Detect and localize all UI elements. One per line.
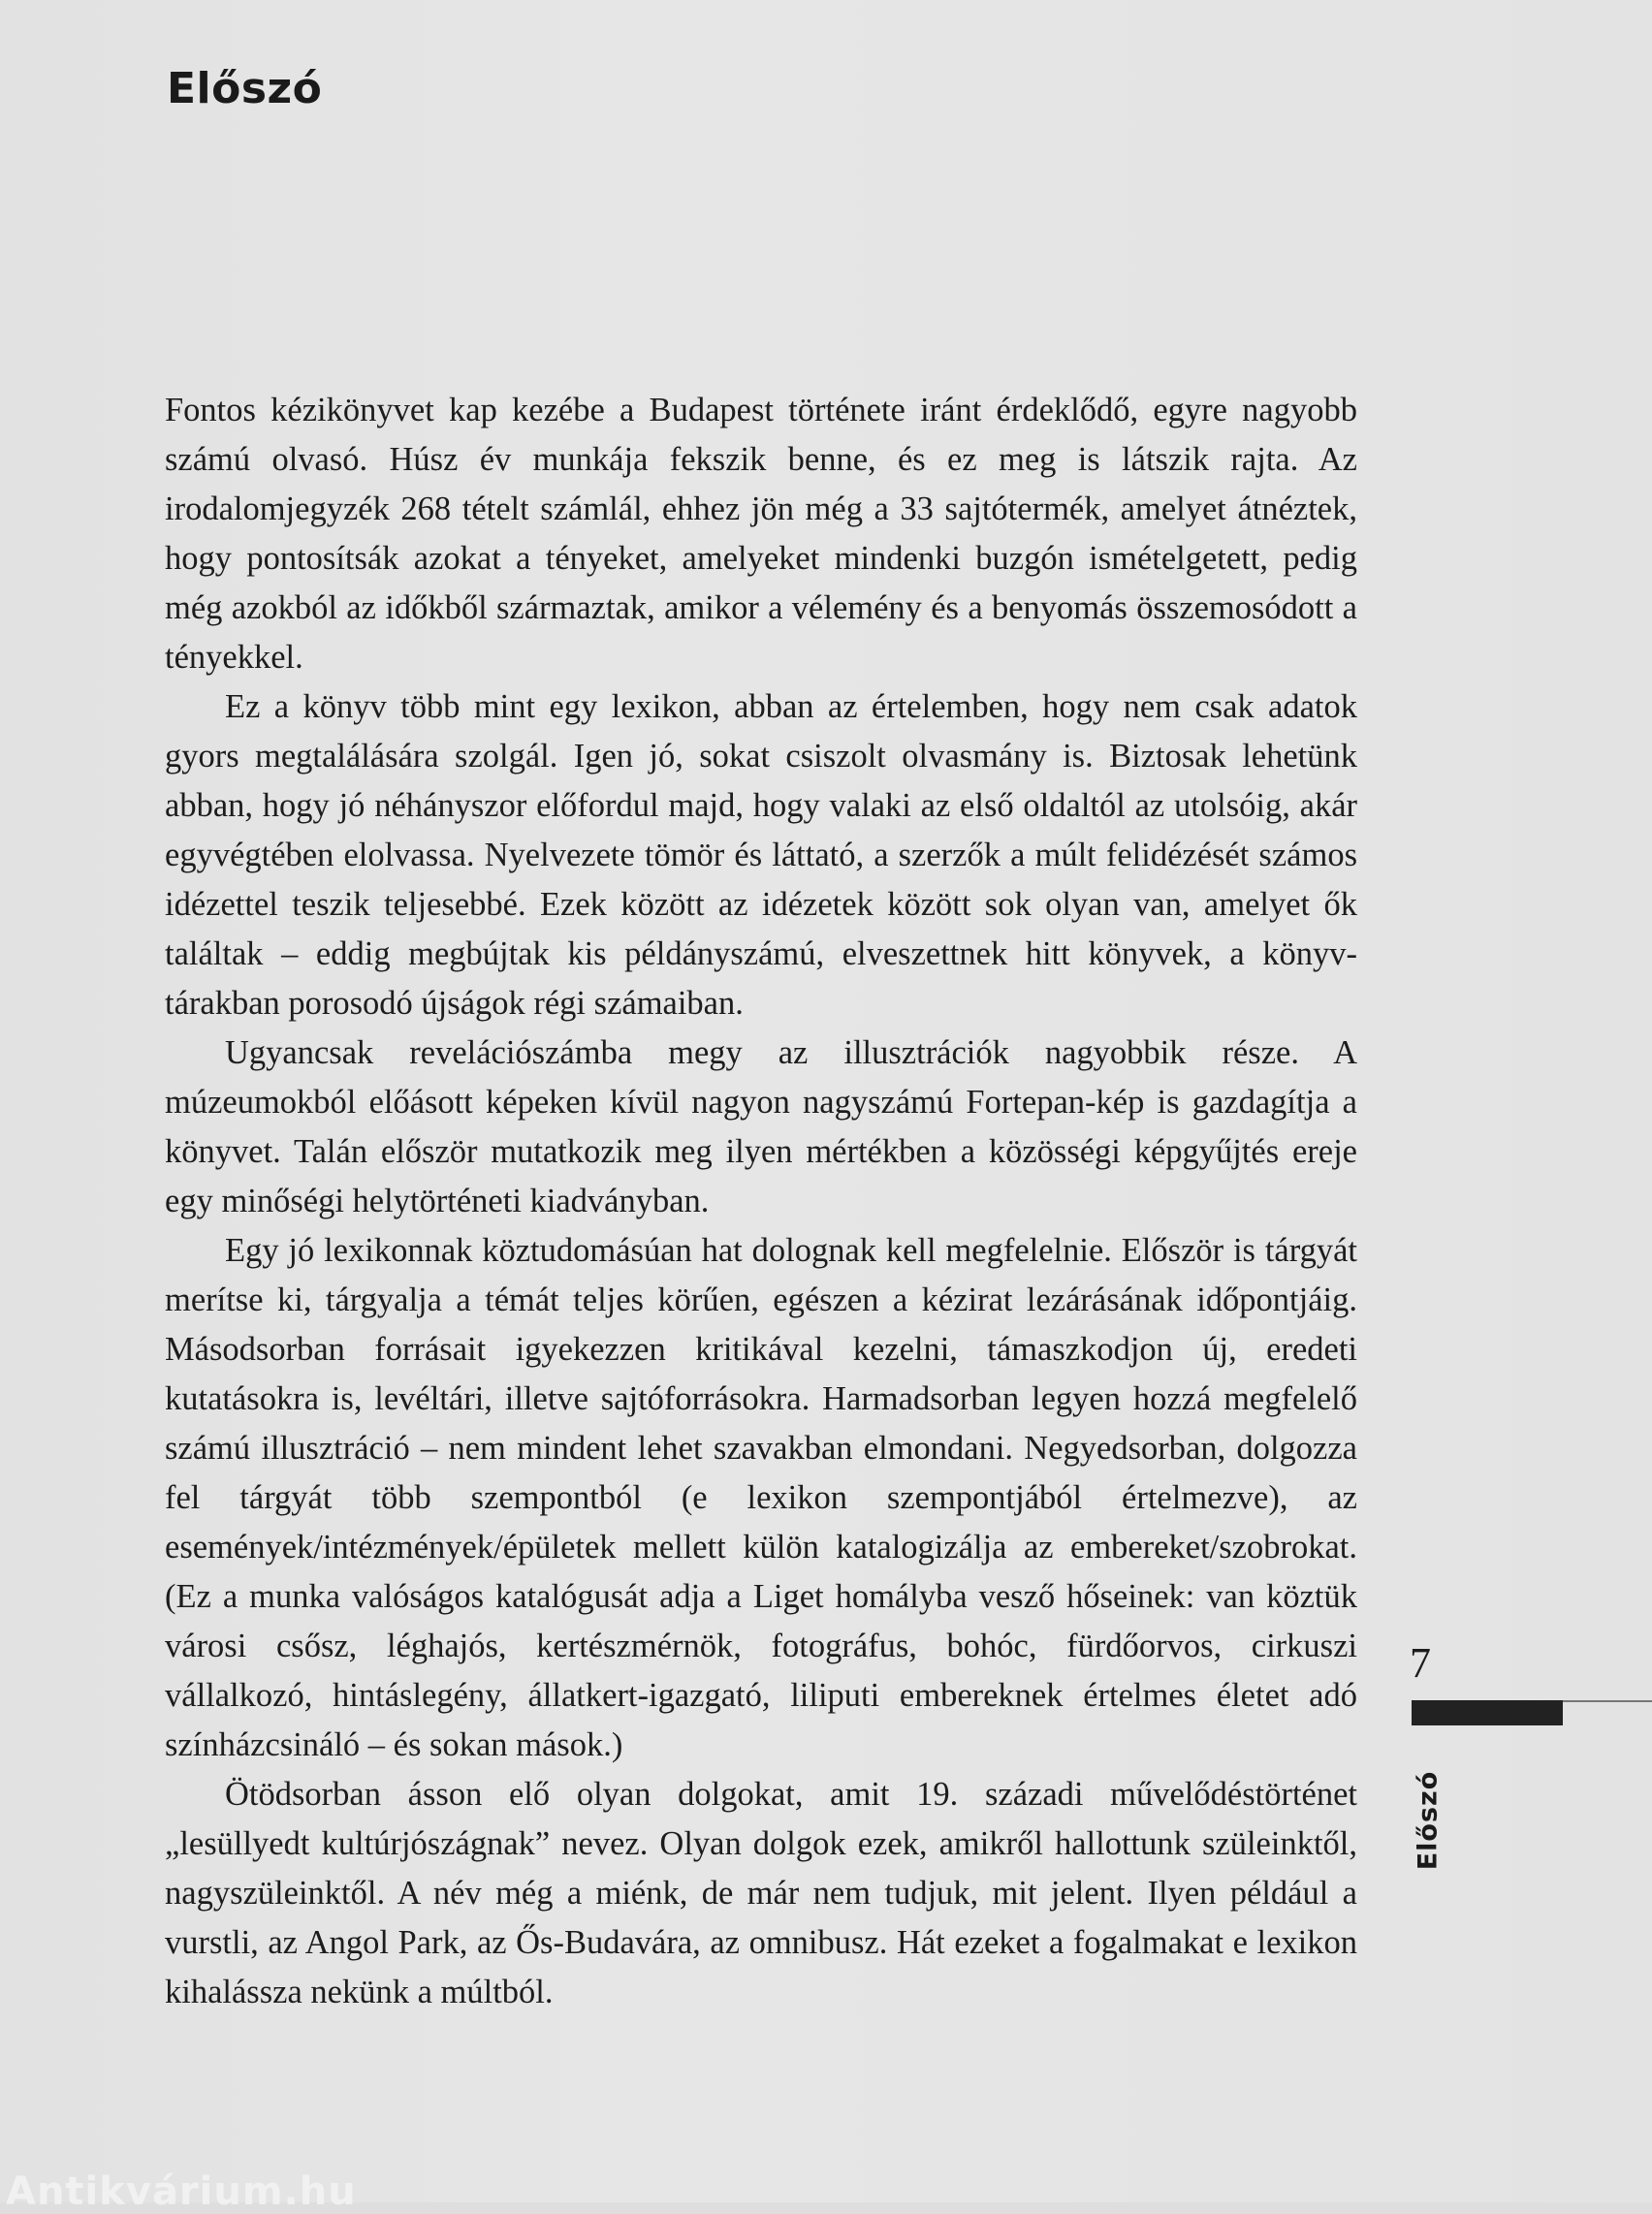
- paragraph-1: Fontos kézikönyvet kap kezébe a Budapest története iránt érdeklődő, egyre nagyobb számú olvasó. Húsz év munkája fekszik benne, és ez meg is látszik rajta. Az irodalomjegyzék 268 tételt számlál, ehhez jön még a 33 sajtótermék, amelyet átnéztek, hogy pontosítsák azokat a tényeket, amelyeket mindenki buzgón ismételgetett, pedig még azokból az időkből származtak, amikor a vélemény és a benyomás összemosódott a tényekkel.: [165, 392, 1357, 676]
- body-text: [165, 386, 1357, 2017]
- page-number: 7: [1410, 1639, 1431, 1687]
- running-head: Előszó: [1413, 1770, 1444, 1871]
- paragraph-3: Ugyancsak revelációszámba megy az illusztrációk nagyobbik része. A múzeumokból előásott képeken kívül nagyon nagyszámú Fortepan-kép is gazdagítja a könyvet. Talán először mutatkozik meg ilyen mértékben a közösségi képgyűjtés ereje egy minőségi helytörténeti kiadványban.: [165, 1034, 1357, 1219]
- paragraph-5: Ötödsorban ásson elő olyan dolgokat, amit 19. századi művelődéstörténet „lesüllyedt kultúrjószágnak” nevez. Olyan dolgok ezek, amikről hallottunk szüleinktől, nagyszüleinktől. A név még a miénk, de már nem tudjuk, mit jelent. Ilyen például a vurstli, az Angol Park, az Ős-Budavára, az omnibusz. Hát ezeket a fogalmakat e lexikon kihalássza nekünk a múltból.: [165, 1776, 1357, 2010]
- watermark: Antikvárium.hu: [6, 2169, 357, 2214]
- paragraph-2: Ez a könyv több mint egy lexikon, abban az értelemben, hogy nem csak adatok gyors megtalálására szolgál. Igen jó, sokat csiszolt olvasmány is. Biztosak lehetünk abban, hogy jó néhányszor előfordul majd, hogy valaki az első oldaltól az utolsóig, akár egyvégtében elolvassa. Nyelvezete tömör és láttató, a szerzők a múlt felidézését számos idézettel teszik teljesebbé. Ezek között az idézetek között sok olyan van, amelyet ők találtak – eddig megbújtak kis példányszámú, elveszettnek hitt könyvek, a könyvtárakban porosodó újságok régi számaiban.: [165, 688, 1357, 1022]
- paragraph-4: Egy jó lexikonnak köztudomásúan hat dolognak kell megfelelnie. Először is tárgyát merítse ki, tárgyalja a témát teljes körűen, egészen a kézirat lezárásának időpontjáig. Másodsorban forrásait igyekezzen kritikával kezelni, támaszkodjon új, eredeti kutatásokra is, levéltári, illetve sajtóforrásokra. Harmadsorban legyen hozzá megfelelő számú illusztráció – nem mindent lehet szavakban elmondani. Negyedsorban, dolgozza fel tárgyát több szempontból (e lexikon szempontjából értelmezve), az események/intézmények/épületek mellett külön katalogizálja az embereket/szobrokat. (Ez a munka valóságos katalógusát adja a Liget homályba vesző hőseinek: van köztük városi csősz, léghajós, kertészmérnök, fotográfus, bohóc, fürdőorvos, cirkuszi vállalkozó, hintáslegény, állatkert-igazgató, liliputi embereknek értelmes életet adó színházcsináló – és sokan mások.): [165, 1232, 1357, 1763]
- chapter-title: Előszó: [167, 64, 323, 113]
- thumb-index-rule: [1563, 1700, 1652, 1702]
- thumb-index-bar: [1412, 1700, 1563, 1725]
